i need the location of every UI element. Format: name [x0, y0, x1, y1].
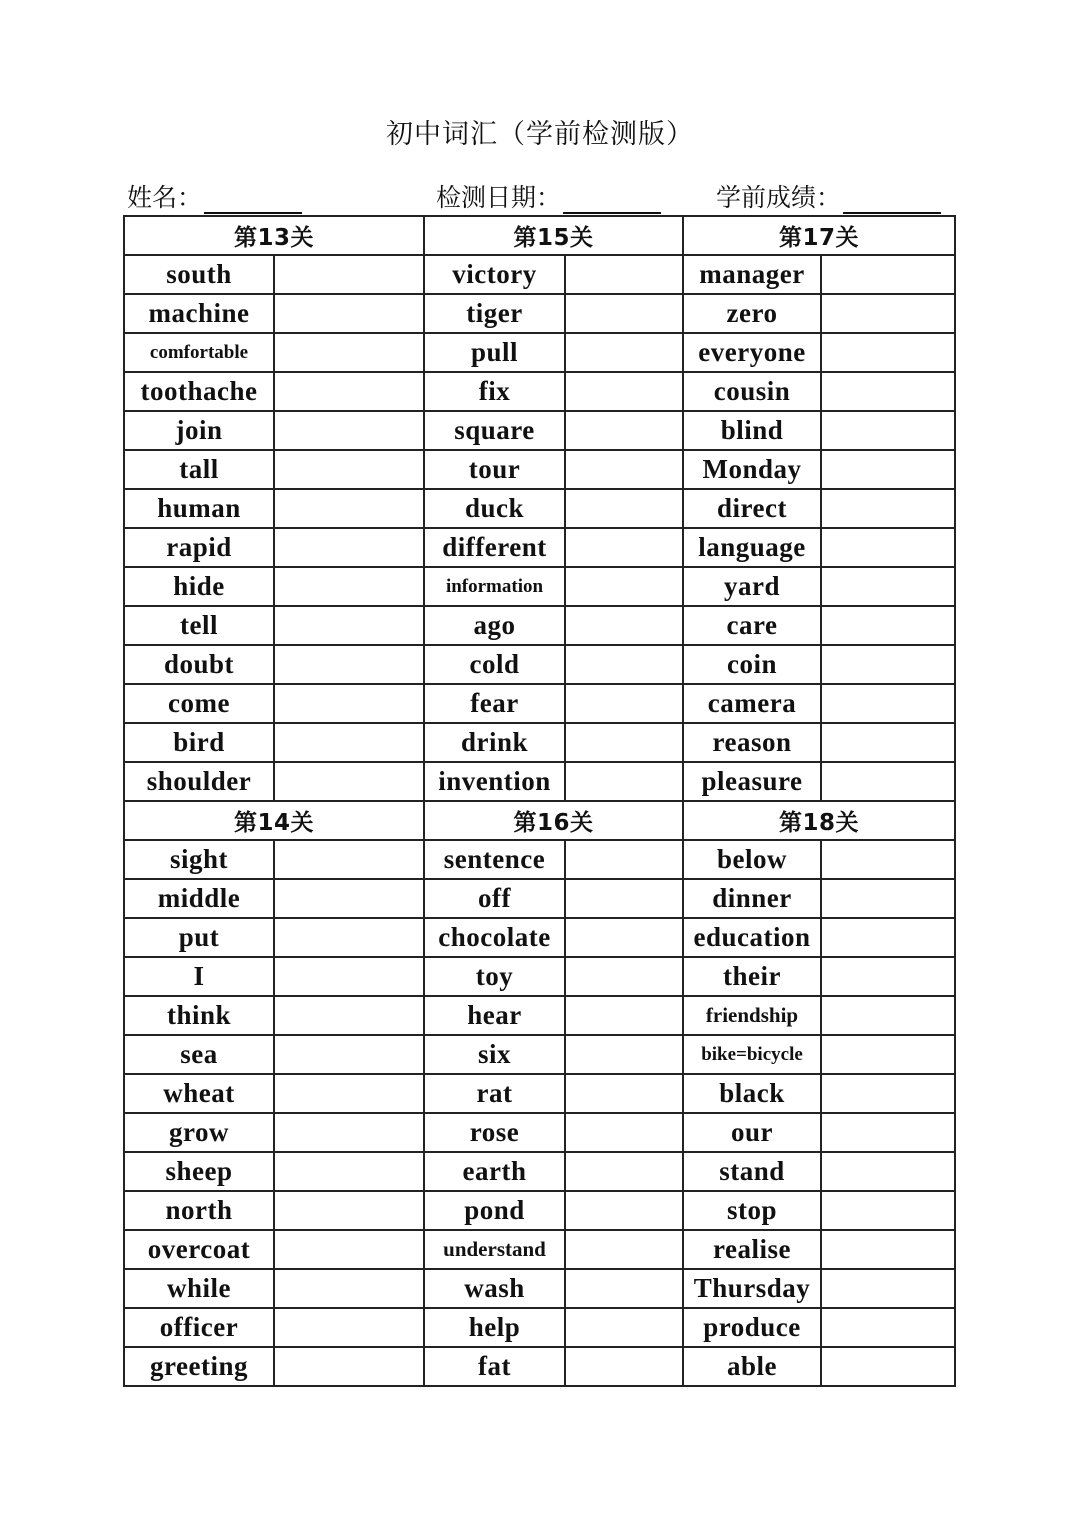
vocab-word: sight [124, 840, 274, 879]
answer-cell[interactable] [274, 489, 424, 528]
vocab-word: I [124, 957, 274, 996]
vocab-word: reason [683, 723, 821, 762]
vocab-word: tall [124, 450, 274, 489]
vocab-word: think [124, 996, 274, 1035]
vocab-word: comfortable [124, 333, 274, 372]
vocab-word: drink [424, 723, 565, 762]
answer-cell[interactable] [274, 294, 424, 333]
vocab-word: friendship [683, 996, 821, 1035]
answer-cell[interactable] [821, 1152, 955, 1191]
vocab-word: while [124, 1269, 274, 1308]
answer-cell[interactable] [821, 1191, 955, 1230]
vocab-word: bike=bicycle [683, 1035, 821, 1074]
word-row [124, 879, 955, 918]
answer-cell[interactable] [274, 411, 424, 450]
answer-cell[interactable] [274, 645, 424, 684]
date-field [436, 178, 661, 214]
vocab-word: blind [683, 411, 821, 450]
vocab-word: middle [124, 879, 274, 918]
answer-cell[interactable] [821, 528, 955, 567]
word-row [124, 450, 955, 489]
vocab-word: toothache [124, 372, 274, 411]
word-row [124, 255, 955, 294]
vocab-word: information [424, 567, 565, 606]
answer-cell[interactable] [821, 1347, 955, 1386]
vocab-word: cousin [683, 372, 821, 411]
vocab-word: cold [424, 645, 565, 684]
answer-cell[interactable] [565, 1191, 683, 1230]
answer-cell[interactable] [274, 1308, 424, 1347]
vocab-word: doubt [124, 645, 274, 684]
answer-cell[interactable] [821, 1308, 955, 1347]
answer-cell[interactable] [821, 1074, 955, 1113]
answer-cell[interactable] [274, 1113, 424, 1152]
vocab-word: rose [424, 1113, 565, 1152]
vocab-word: invention [424, 762, 565, 801]
vocab-word: their [683, 957, 821, 996]
answer-cell[interactable] [274, 528, 424, 567]
word-row [124, 333, 955, 372]
vocab-word: our [683, 1113, 821, 1152]
vocab-word: off [424, 879, 565, 918]
answer-cell[interactable] [821, 1230, 955, 1269]
vocab-word: education [683, 918, 821, 957]
answer-cell[interactable] [565, 333, 683, 372]
word-row [124, 957, 955, 996]
level-header: 第15关 [424, 216, 683, 255]
answer-cell[interactable] [565, 528, 683, 567]
vocab-word: understand [424, 1230, 565, 1269]
name-label: 姓名： [127, 183, 203, 212]
answer-cell[interactable] [565, 372, 683, 411]
answer-cell[interactable] [821, 255, 955, 294]
answer-cell[interactable] [274, 918, 424, 957]
answer-cell[interactable] [565, 1230, 683, 1269]
level-header: 第14关 [124, 801, 424, 840]
answer-cell[interactable] [565, 489, 683, 528]
level-header: 第18关 [683, 801, 955, 840]
vocab-word: toy [424, 957, 565, 996]
answer-cell[interactable] [565, 1074, 683, 1113]
answer-cell[interactable] [821, 957, 955, 996]
level-header: 第16关 [424, 801, 683, 840]
word-row [124, 684, 955, 723]
word-row [124, 489, 955, 528]
vocab-word: ago [424, 606, 565, 645]
answer-cell[interactable] [821, 1269, 955, 1308]
answer-cell[interactable] [274, 567, 424, 606]
vocab-word: help [424, 1308, 565, 1347]
level-header: 第13关 [124, 216, 424, 255]
vocab-word: put [124, 918, 274, 957]
answer-cell[interactable] [821, 1035, 955, 1074]
vocab-word: manager [683, 255, 821, 294]
word-row [124, 645, 955, 684]
word-row [124, 1269, 955, 1308]
vocab-word: wheat [124, 1074, 274, 1113]
score-field [716, 178, 941, 214]
score-blank-line[interactable] [843, 190, 941, 214]
vocab-word: victory [424, 255, 565, 294]
vocab-word: tiger [424, 294, 565, 333]
word-row [124, 1347, 955, 1386]
vocab-word: stop [683, 1191, 821, 1230]
answer-cell[interactable] [274, 1230, 424, 1269]
answer-cell[interactable] [274, 606, 424, 645]
word-row [124, 1152, 955, 1191]
answer-cell[interactable] [565, 723, 683, 762]
answer-cell[interactable] [821, 606, 955, 645]
vocab-word: come [124, 684, 274, 723]
word-row [124, 996, 955, 1035]
answer-cell[interactable] [821, 489, 955, 528]
vocab-word: rat [424, 1074, 565, 1113]
word-row [124, 1308, 955, 1347]
answer-cell[interactable] [565, 1347, 683, 1386]
answer-cell[interactable] [565, 1113, 683, 1152]
vocab-word: below [683, 840, 821, 879]
answer-cell[interactable] [274, 450, 424, 489]
vocab-word: pond [424, 1191, 565, 1230]
vocab-word: human [124, 489, 274, 528]
answer-cell[interactable] [821, 684, 955, 723]
vocab-word: bird [124, 723, 274, 762]
vocab-word: machine [124, 294, 274, 333]
vocab-word: greeting [124, 1347, 274, 1386]
word-row [124, 1191, 955, 1230]
vocab-word: realise [683, 1230, 821, 1269]
answer-cell[interactable] [821, 411, 955, 450]
name-field [127, 178, 302, 214]
answer-cell[interactable] [565, 645, 683, 684]
vocab-word: north [124, 1191, 274, 1230]
answer-cell[interactable] [274, 1074, 424, 1113]
vocab-word: fear [424, 684, 565, 723]
answer-cell[interactable] [565, 1152, 683, 1191]
answer-cell[interactable] [821, 645, 955, 684]
word-row [124, 372, 955, 411]
answer-cell[interactable] [821, 840, 955, 879]
answer-cell[interactable] [821, 372, 955, 411]
vocab-word: rapid [124, 528, 274, 567]
answer-cell[interactable] [565, 294, 683, 333]
answer-cell[interactable] [274, 957, 424, 996]
vocab-word: six [424, 1035, 565, 1074]
vocab-word: yard [683, 567, 821, 606]
answer-cell[interactable] [821, 450, 955, 489]
answer-cell[interactable] [821, 918, 955, 957]
vocab-word: zero [683, 294, 821, 333]
answer-cell[interactable] [565, 762, 683, 801]
vocabulary-table [123, 215, 956, 1387]
word-row [124, 528, 955, 567]
answer-cell[interactable] [274, 879, 424, 918]
answer-cell[interactable] [565, 996, 683, 1035]
vocab-word: coin [683, 645, 821, 684]
vocab-word: produce [683, 1308, 821, 1347]
vocab-word: south [124, 255, 274, 294]
answer-cell[interactable] [821, 1113, 955, 1152]
word-row [124, 1074, 955, 1113]
word-row [124, 1035, 955, 1074]
answer-cell[interactable] [565, 879, 683, 918]
vocab-word: join [124, 411, 274, 450]
answer-cell[interactable] [274, 372, 424, 411]
answer-cell[interactable] [565, 567, 683, 606]
word-row [124, 840, 955, 879]
answer-cell[interactable] [565, 957, 683, 996]
vocab-word: care [683, 606, 821, 645]
answer-cell[interactable] [274, 1347, 424, 1386]
answer-cell[interactable] [565, 450, 683, 489]
answer-cell[interactable] [274, 1269, 424, 1308]
vocab-word: tour [424, 450, 565, 489]
vocab-word: language [683, 528, 821, 567]
answer-cell[interactable] [565, 1035, 683, 1074]
vocab-word: direct [683, 489, 821, 528]
vocab-word: earth [424, 1152, 565, 1191]
answer-cell[interactable] [565, 840, 683, 879]
vocab-word: everyone [683, 333, 821, 372]
word-row [124, 567, 955, 606]
word-row [124, 411, 955, 450]
answer-cell[interactable] [274, 684, 424, 723]
answer-cell[interactable] [565, 684, 683, 723]
answer-cell[interactable] [274, 255, 424, 294]
word-row [124, 1113, 955, 1152]
vocab-word: hear [424, 996, 565, 1035]
vocab-word: wash [424, 1269, 565, 1308]
date-label: 检测日期： [436, 183, 562, 212]
vocab-word: chocolate [424, 918, 565, 957]
vocab-word: different [424, 528, 565, 567]
vocab-word: duck [424, 489, 565, 528]
answer-cell[interactable] [565, 918, 683, 957]
vocab-word: shoulder [124, 762, 274, 801]
level-header-row [124, 801, 955, 840]
vocab-word: grow [124, 1113, 274, 1152]
vocab-word: camera [683, 684, 821, 723]
word-row [124, 918, 955, 957]
vocab-word: sea [124, 1035, 274, 1074]
answer-cell[interactable] [274, 996, 424, 1035]
vocab-word: fat [424, 1347, 565, 1386]
vocab-word: pull [424, 333, 565, 372]
answer-cell[interactable] [821, 294, 955, 333]
answer-cell[interactable] [821, 762, 955, 801]
answer-cell[interactable] [821, 567, 955, 606]
answer-cell[interactable] [274, 1035, 424, 1074]
vocab-word: Thursday [683, 1269, 821, 1308]
answer-cell[interactable] [565, 1269, 683, 1308]
page-title: 初中词汇（学前检测版） [386, 119, 694, 150]
vocab-word: sentence [424, 840, 565, 879]
word-row [124, 762, 955, 801]
answer-cell[interactable] [821, 723, 955, 762]
answer-cell[interactable] [274, 723, 424, 762]
vocab-word: able [683, 1347, 821, 1386]
answer-cell[interactable] [274, 840, 424, 879]
answer-cell[interactable] [274, 1152, 424, 1191]
score-label: 学前成绩： [716, 183, 842, 212]
word-row [124, 294, 955, 333]
vocab-word: tell [124, 606, 274, 645]
answer-cell[interactable] [274, 333, 424, 372]
answer-cell[interactable] [565, 1308, 683, 1347]
answer-cell[interactable] [821, 879, 955, 918]
vocab-word: pleasure [683, 762, 821, 801]
word-row [124, 606, 955, 645]
vocab-word: fix [424, 372, 565, 411]
answer-cell[interactable] [565, 255, 683, 294]
vocab-word: square [424, 411, 565, 450]
answer-cell[interactable] [821, 996, 955, 1035]
vocab-word: officer [124, 1308, 274, 1347]
answer-cell[interactable] [565, 411, 683, 450]
word-row [124, 1230, 955, 1269]
answer-cell[interactable] [274, 1191, 424, 1230]
vocab-word: black [683, 1074, 821, 1113]
answer-cell[interactable] [821, 333, 955, 372]
level-header: 第17关 [683, 216, 955, 255]
vocab-word: sheep [124, 1152, 274, 1191]
vocab-word: stand [683, 1152, 821, 1191]
answer-cell[interactable] [274, 762, 424, 801]
date-blank-line[interactable] [563, 190, 661, 214]
vocab-word: Monday [683, 450, 821, 489]
vocab-word: dinner [683, 879, 821, 918]
vocab-word: hide [124, 567, 274, 606]
word-row [124, 723, 955, 762]
vocab-word: overcoat [124, 1230, 274, 1269]
answer-cell[interactable] [565, 606, 683, 645]
level-header-row [124, 216, 955, 255]
name-blank-line[interactable] [204, 190, 302, 214]
